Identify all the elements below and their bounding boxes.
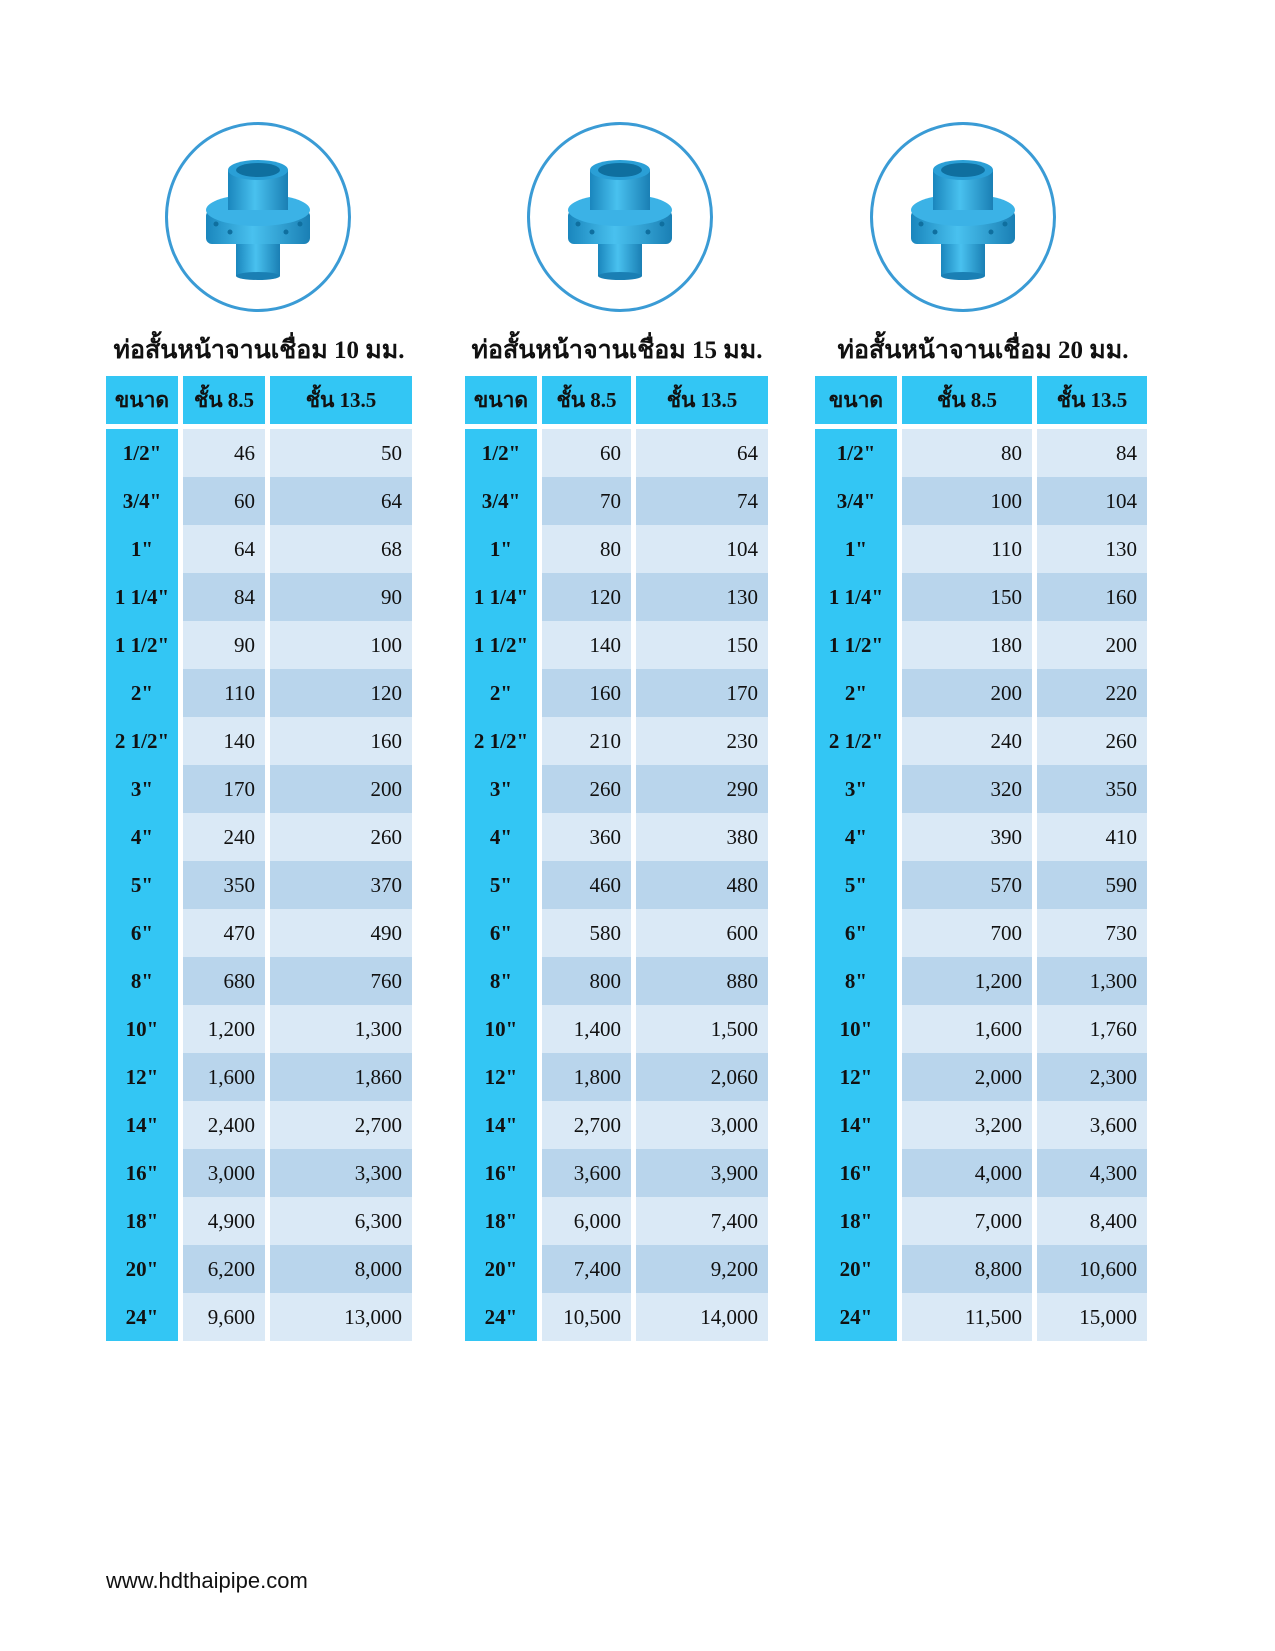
price-class-13-5: 380	[636, 813, 768, 861]
price-class-8-5: 80	[542, 525, 636, 573]
table-row	[106, 477, 412, 525]
price-class-8-5: 580	[542, 909, 636, 957]
price-class-13-5: 104	[1037, 477, 1147, 525]
price-class-13-5: 600	[636, 909, 768, 957]
size-cell: 16"	[106, 1149, 183, 1197]
price-class-8-5: 120	[542, 573, 636, 621]
price-class-8-5: 2,000	[902, 1053, 1037, 1101]
table-row	[465, 909, 768, 957]
price-class-8-5: 3,200	[902, 1101, 1037, 1149]
price-class-13-5: 160	[1037, 573, 1147, 621]
size-cell: 1"	[465, 525, 542, 573]
price-class-8-5: 7,400	[542, 1245, 636, 1293]
price-class-13-5: 370	[270, 861, 412, 909]
price-class-13-5: 1,500	[636, 1005, 768, 1053]
size-cell: 4"	[106, 813, 183, 861]
price-class-8-5: 3,000	[183, 1149, 270, 1197]
price-class-13-5: 68	[270, 525, 412, 573]
table-row	[465, 429, 768, 477]
size-cell: 3/4"	[815, 477, 902, 525]
price-class-13-5: 1,300	[1037, 957, 1147, 1005]
product-image-15mm	[527, 122, 713, 312]
header-row	[465, 376, 768, 429]
table-row	[106, 669, 412, 717]
header-size: ขนาด	[815, 376, 902, 429]
price-class-8-5: 64	[183, 525, 270, 573]
price-class-8-5: 1,200	[902, 957, 1037, 1005]
price-class-8-5: 470	[183, 909, 270, 957]
size-cell: 5"	[465, 861, 542, 909]
table-row	[815, 717, 1147, 765]
table-row	[465, 765, 768, 813]
size-cell: 10"	[465, 1005, 542, 1053]
price-class-13-5: 15,000	[1037, 1293, 1147, 1341]
table-row	[465, 813, 768, 861]
table-row	[815, 957, 1147, 1005]
price-class-8-5: 800	[542, 957, 636, 1005]
size-cell: 4"	[815, 813, 902, 861]
table-row	[106, 861, 412, 909]
size-cell: 20"	[106, 1245, 183, 1293]
size-cell: 6"	[106, 909, 183, 957]
size-cell: 2 1/2"	[815, 717, 902, 765]
price-class-13-5: 6,300	[270, 1197, 412, 1245]
price-class-8-5: 700	[902, 909, 1037, 957]
table-row	[106, 429, 412, 477]
header-class-13-5: ชั้น 13.5	[1037, 376, 1147, 429]
size-cell: 8"	[106, 957, 183, 1005]
price-class-8-5: 110	[902, 525, 1037, 573]
price-class-13-5: 64	[636, 429, 768, 477]
price-class-13-5: 200	[1037, 621, 1147, 669]
size-cell: 6"	[465, 909, 542, 957]
price-class-8-5: 210	[542, 717, 636, 765]
table-row	[465, 1005, 768, 1053]
price-class-13-5: 230	[636, 717, 768, 765]
table-row	[815, 765, 1147, 813]
table-row	[465, 477, 768, 525]
header-size: ขนาด	[465, 376, 542, 429]
price-class-8-5: 1,600	[902, 1005, 1037, 1053]
price-table-20mm	[815, 376, 1147, 1341]
price-class-13-5: 2,060	[636, 1053, 768, 1101]
size-cell: 3"	[815, 765, 902, 813]
table-row	[815, 1053, 1147, 1101]
price-class-8-5: 7,000	[902, 1197, 1037, 1245]
table-row	[815, 1101, 1147, 1149]
table-row	[106, 573, 412, 621]
price-class-8-5: 1,200	[183, 1005, 270, 1053]
price-class-8-5: 460	[542, 861, 636, 909]
price-class-8-5: 260	[542, 765, 636, 813]
price-class-8-5: 180	[902, 621, 1037, 669]
table-row	[106, 957, 412, 1005]
table-row	[106, 1149, 412, 1197]
price-class-13-5: 130	[636, 573, 768, 621]
table-row	[815, 669, 1147, 717]
price-class-8-5: 1,600	[183, 1053, 270, 1101]
price-class-13-5: 2,700	[270, 1101, 412, 1149]
price-class-13-5: 130	[1037, 525, 1147, 573]
size-cell: 2 1/2"	[465, 717, 542, 765]
price-class-13-5: 3,300	[270, 1149, 412, 1197]
size-cell: 1 1/4"	[465, 573, 542, 621]
price-class-13-5: 3,600	[1037, 1101, 1147, 1149]
price-class-8-5: 240	[183, 813, 270, 861]
header-class-8-5: ชั้น 8.5	[902, 376, 1037, 429]
size-cell: 3"	[465, 765, 542, 813]
table-row	[815, 621, 1147, 669]
table-row	[815, 429, 1147, 477]
price-class-8-5: 6,200	[183, 1245, 270, 1293]
size-cell: 18"	[465, 1197, 542, 1245]
table-title-20mm: ท่อสั้นหน้าจานเชื่อม 20 มม.	[837, 337, 1129, 364]
price-class-13-5: 8,400	[1037, 1197, 1147, 1245]
size-cell: 6"	[815, 909, 902, 957]
size-cell: 18"	[815, 1197, 902, 1245]
size-cell: 18"	[106, 1197, 183, 1245]
price-class-13-5: 84	[1037, 429, 1147, 477]
price-class-8-5: 80	[902, 429, 1037, 477]
price-class-13-5: 1,300	[270, 1005, 412, 1053]
size-cell: 14"	[815, 1101, 902, 1149]
price-class-13-5: 90	[270, 573, 412, 621]
price-class-8-5: 9,600	[183, 1293, 270, 1341]
price-table-15mm	[465, 376, 768, 1341]
price-class-13-5: 150	[636, 621, 768, 669]
price-class-13-5: 74	[636, 477, 768, 525]
price-class-13-5: 200	[270, 765, 412, 813]
table-row	[106, 525, 412, 573]
table-row	[815, 813, 1147, 861]
header-class-13-5: ชั้น 13.5	[636, 376, 768, 429]
size-cell: 1 1/4"	[106, 573, 183, 621]
size-cell: 3/4"	[465, 477, 542, 525]
price-class-13-5: 7,400	[636, 1197, 768, 1245]
header-class-13-5: ชั้น 13.5	[270, 376, 412, 429]
price-class-8-5: 46	[183, 429, 270, 477]
size-cell: 20"	[465, 1245, 542, 1293]
table-row	[465, 1053, 768, 1101]
price-class-13-5: 170	[636, 669, 768, 717]
price-class-13-5: 50	[270, 429, 412, 477]
price-class-8-5: 160	[542, 669, 636, 717]
size-cell: 2 1/2"	[106, 717, 183, 765]
price-class-8-5: 1,800	[542, 1053, 636, 1101]
price-class-13-5: 410	[1037, 813, 1147, 861]
price-class-13-5: 350	[1037, 765, 1147, 813]
price-class-8-5: 2,700	[542, 1101, 636, 1149]
size-cell: 5"	[106, 861, 183, 909]
price-class-8-5: 570	[902, 861, 1037, 909]
price-class-13-5: 760	[270, 957, 412, 1005]
price-class-8-5: 170	[183, 765, 270, 813]
price-class-13-5: 480	[636, 861, 768, 909]
table-title-10mm: ท่อสั้นหน้าจานเชื่อม 10 มม.	[113, 337, 405, 364]
flange-pipe-icon	[903, 152, 1023, 282]
size-cell: 3"	[106, 765, 183, 813]
size-cell: 8"	[815, 957, 902, 1005]
header-row	[815, 376, 1147, 429]
price-class-13-5: 260	[1037, 717, 1147, 765]
table-row	[815, 573, 1147, 621]
size-cell: 24"	[465, 1293, 542, 1341]
price-class-8-5: 3,600	[542, 1149, 636, 1197]
header-class-8-5: ชั้น 8.5	[542, 376, 636, 429]
price-class-8-5: 84	[183, 573, 270, 621]
table-row	[465, 1293, 768, 1341]
price-class-13-5: 160	[270, 717, 412, 765]
size-cell: 12"	[815, 1053, 902, 1101]
price-class-13-5: 8,000	[270, 1245, 412, 1293]
header-class-8-5: ชั้น 8.5	[183, 376, 270, 429]
size-cell: 12"	[106, 1053, 183, 1101]
price-class-13-5: 64	[270, 477, 412, 525]
price-class-13-5: 260	[270, 813, 412, 861]
size-cell: 2"	[106, 669, 183, 717]
table-row	[465, 717, 768, 765]
size-cell: 14"	[106, 1101, 183, 1149]
price-class-13-5: 9,200	[636, 1245, 768, 1293]
size-cell: 1 1/2"	[465, 621, 542, 669]
price-class-13-5: 1,860	[270, 1053, 412, 1101]
size-cell: 1/2"	[465, 429, 542, 477]
price-class-8-5: 110	[183, 669, 270, 717]
table-row	[465, 669, 768, 717]
size-cell: 1 1/4"	[815, 573, 902, 621]
size-cell: 4"	[465, 813, 542, 861]
size-cell: 1 1/2"	[815, 621, 902, 669]
price-class-8-5: 240	[902, 717, 1037, 765]
size-cell: 24"	[815, 1293, 902, 1341]
price-table-10mm	[106, 376, 412, 1341]
size-cell: 8"	[465, 957, 542, 1005]
table-row	[815, 861, 1147, 909]
table-row	[106, 1101, 412, 1149]
table-row	[815, 525, 1147, 573]
price-class-13-5: 4,300	[1037, 1149, 1147, 1197]
price-class-13-5: 490	[270, 909, 412, 957]
product-image-20mm	[870, 122, 1056, 312]
size-cell: 1 1/2"	[106, 621, 183, 669]
price-class-13-5: 10,600	[1037, 1245, 1147, 1293]
header-size: ขนาด	[106, 376, 183, 429]
table-row	[106, 717, 412, 765]
price-class-13-5: 1,760	[1037, 1005, 1147, 1053]
size-cell: 14"	[465, 1101, 542, 1149]
table-row	[465, 621, 768, 669]
price-class-8-5: 2,400	[183, 1101, 270, 1149]
price-class-13-5: 104	[636, 525, 768, 573]
size-cell: 24"	[106, 1293, 183, 1341]
table-title-15mm: ท่อสั้นหน้าจานเชื่อม 15 มม.	[471, 337, 763, 364]
website-url: www.hdthaipipe.com	[106, 1568, 308, 1593]
price-class-8-5: 200	[902, 669, 1037, 717]
price-class-8-5: 4,000	[902, 1149, 1037, 1197]
table-row	[815, 477, 1147, 525]
flange-pipe-icon	[560, 152, 680, 282]
size-cell: 16"	[815, 1149, 902, 1197]
price-class-13-5: 100	[270, 621, 412, 669]
price-class-13-5: 290	[636, 765, 768, 813]
product-image-10mm	[165, 122, 351, 312]
table-row	[465, 861, 768, 909]
price-class-8-5: 70	[542, 477, 636, 525]
size-cell: 5"	[815, 861, 902, 909]
price-class-13-5: 590	[1037, 861, 1147, 909]
price-class-8-5: 11,500	[902, 1293, 1037, 1341]
price-class-13-5: 2,300	[1037, 1053, 1147, 1101]
size-cell: 12"	[465, 1053, 542, 1101]
table-row	[465, 525, 768, 573]
price-class-13-5: 880	[636, 957, 768, 1005]
table-row	[106, 909, 412, 957]
table-row	[465, 1149, 768, 1197]
price-class-8-5: 60	[183, 477, 270, 525]
size-cell: 1"	[106, 525, 183, 573]
table-row	[815, 1197, 1147, 1245]
price-class-13-5: 220	[1037, 669, 1147, 717]
price-class-13-5: 3,900	[636, 1149, 768, 1197]
size-cell: 10"	[106, 1005, 183, 1053]
table-row	[815, 1149, 1147, 1197]
flange-pipe-icon	[198, 152, 318, 282]
table-row	[106, 813, 412, 861]
price-class-13-5: 14,000	[636, 1293, 768, 1341]
table-row	[106, 1293, 412, 1341]
price-class-8-5: 4,900	[183, 1197, 270, 1245]
table-row	[465, 957, 768, 1005]
price-class-8-5: 390	[902, 813, 1037, 861]
price-class-8-5: 60	[542, 429, 636, 477]
size-cell: 16"	[465, 1149, 542, 1197]
size-cell: 1/2"	[106, 429, 183, 477]
size-cell: 1/2"	[815, 429, 902, 477]
table-row	[815, 1293, 1147, 1341]
table-row	[106, 621, 412, 669]
price-class-8-5: 90	[183, 621, 270, 669]
price-class-8-5: 150	[902, 573, 1037, 621]
price-class-8-5: 8,800	[902, 1245, 1037, 1293]
price-class-8-5: 10,500	[542, 1293, 636, 1341]
price-class-8-5: 100	[902, 477, 1037, 525]
price-class-8-5: 320	[902, 765, 1037, 813]
table-row	[106, 1005, 412, 1053]
size-cell: 1"	[815, 525, 902, 573]
table-row	[465, 1245, 768, 1293]
table-row	[815, 1245, 1147, 1293]
table-row	[465, 1101, 768, 1149]
table-row	[106, 1245, 412, 1293]
size-cell: 3/4"	[106, 477, 183, 525]
price-class-8-5: 350	[183, 861, 270, 909]
table-row	[465, 573, 768, 621]
price-class-13-5: 3,000	[636, 1101, 768, 1149]
table-row	[106, 1053, 412, 1101]
price-class-8-5: 140	[542, 621, 636, 669]
size-cell: 10"	[815, 1005, 902, 1053]
table-row	[815, 1005, 1147, 1053]
price-class-8-5: 6,000	[542, 1197, 636, 1245]
header-row	[106, 376, 412, 429]
price-class-13-5: 13,000	[270, 1293, 412, 1341]
price-class-13-5: 730	[1037, 909, 1147, 957]
size-cell: 2"	[465, 669, 542, 717]
table-row	[815, 909, 1147, 957]
size-cell: 2"	[815, 669, 902, 717]
price-class-8-5: 360	[542, 813, 636, 861]
price-class-8-5: 1,400	[542, 1005, 636, 1053]
table-row	[106, 765, 412, 813]
table-row	[465, 1197, 768, 1245]
price-class-13-5: 120	[270, 669, 412, 717]
table-row	[106, 1197, 412, 1245]
size-cell: 20"	[815, 1245, 902, 1293]
price-class-8-5: 680	[183, 957, 270, 1005]
price-class-8-5: 140	[183, 717, 270, 765]
